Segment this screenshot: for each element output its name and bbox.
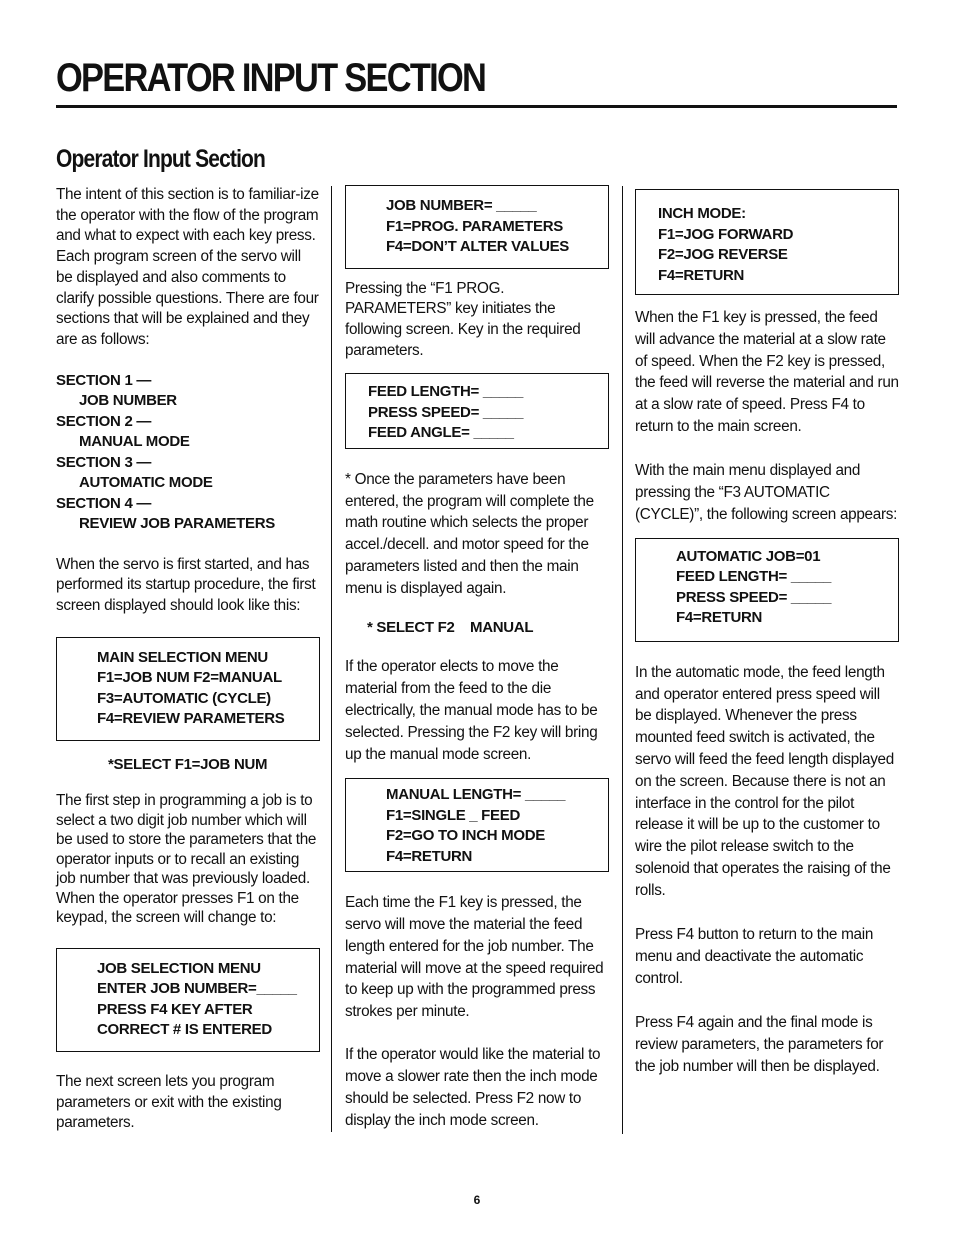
screen-line: INCH MODE: xyxy=(658,205,746,222)
section-3-name: AUTOMATIC MODE xyxy=(79,474,213,492)
screen-line: F4=RETURN xyxy=(658,266,745,284)
screen-line: FEED ANGLE= _____ xyxy=(368,424,514,442)
screen-line: ENTER JOB NUMBER=_____ xyxy=(97,980,297,998)
title-rule xyxy=(56,105,897,108)
screen-line: F1=SINGLE _ FEED xyxy=(386,806,520,824)
params-screen-box xyxy=(345,373,609,449)
section-heading: Operator Input Section xyxy=(56,145,266,173)
startup-paragraph: When the servo is first started, and has performed its startup procedure, the first screen displayed should look like this: xyxy=(56,555,316,615)
section-2-name: MANUAL MODE xyxy=(79,433,190,451)
intro-paragraph: The intent of this section is to familiar-ize the operator with the flow of the program and what to expect with each key press. Each program screen of the servo will be displayed and also comments to clarify possible questions. There are four sections that will be explained and they are as follows: xyxy=(56,186,319,348)
column-divider-1 xyxy=(331,186,332,1132)
page-title: OPERATOR INPUT SECTION xyxy=(56,56,486,100)
section-list xyxy=(56,371,320,535)
screen-line: PRESS SPEED= _____ xyxy=(676,588,832,606)
job-number-screen-box xyxy=(345,185,609,269)
screen-line: FEED LENGTH= _____ xyxy=(676,568,832,586)
inch-mode-screen-box xyxy=(635,189,899,295)
column-1 xyxy=(56,185,320,1154)
inch-mode-paragraph: If the operator would like the material to move a slower rate then the inch mode should be selected. Press F2 now to display the inch mode screen. xyxy=(345,1046,601,1130)
section-1-label: SECTION 1 — xyxy=(56,371,152,389)
screen-line: JOB SELECTION MENU xyxy=(97,959,261,977)
automatic-screen-box xyxy=(635,538,899,642)
screen-line: F3=AUTOMATIC (CYCLE) xyxy=(97,689,271,707)
screen-line: F4=RETURN xyxy=(676,609,763,627)
screen-line: F2=JOG REVERSE xyxy=(658,246,788,263)
column-3 xyxy=(635,185,899,1098)
screen-line: F1=JOG FORWARD xyxy=(658,225,794,243)
column-divider-2 xyxy=(622,186,623,1134)
screen-line: F1=PROG. PARAMETERS xyxy=(386,217,563,235)
screen-line: PRESS F4 KEY AFTER xyxy=(97,1000,253,1018)
auto-intro-paragraph: With the main menu displayed and pressing the “F3 AUTOMATIC (CYCLE)”, the following screen appears: xyxy=(635,461,898,523)
main-menu-screen-box xyxy=(56,637,320,741)
section-4-name: REVIEW JOB PARAMETERS xyxy=(79,515,275,533)
inch-description-paragraph: When the F1 key is pressed, the feed will advance the material at a slow rate of speed. When the F2 key is pressed, the feed will reverse the material and run at a slow rate of speed. Press F4 to return to the main screen. xyxy=(635,309,899,435)
screen-line: CORRECT # IS ENTERED xyxy=(97,1021,272,1039)
screen-line: AUTOMATIC JOB=01 xyxy=(676,547,821,565)
screen-line: F4=REVIEW PARAMETERS xyxy=(97,710,285,728)
next-screen-paragraph: The next screen lets you program parameters or exit with the existing parameters. xyxy=(56,1072,282,1132)
select-f2-note: * SELECT F2 MANUAL xyxy=(367,618,534,636)
section-3-label: SECTION 3 — xyxy=(56,453,152,471)
section-2-label: SECTION 2 — xyxy=(56,412,152,430)
screen-line: F2=GO TO INCH MODE xyxy=(386,827,545,845)
first-step-paragraph: The first step in programming a job is to select a two digit job number which will be used to store the parameters that the operator inputs or to recall an existing job number that was previously loaded. When the operator presses F1 on the keypad, the screen will change to: xyxy=(56,792,317,927)
manual-intro-paragraph: If the operator elects to move the material from the feed to the die electrically, the manual mode has to be selected. Pressing the F2 key will bring up the manual mode screen. xyxy=(345,658,598,764)
section-4-label: SECTION 4 — xyxy=(56,494,152,512)
screen-line: F4=RETURN xyxy=(386,847,473,865)
page-number: 6 xyxy=(473,1193,481,1207)
screen-line: F1=JOB NUM F2=MANUAL xyxy=(97,669,282,687)
screen-line: JOB NUMBER= _____ xyxy=(386,197,537,214)
job-selection-screen-box xyxy=(56,948,320,1052)
screen-line: MANUAL LENGTH= _____ xyxy=(386,786,566,804)
manual-mode-screen-box xyxy=(345,778,609,872)
f4-again-paragraph: Press F4 again and the final mode is review parameters, the parameters for the job number will then be displayed. xyxy=(635,1013,884,1075)
f4-return-paragraph: Press F4 button to return to the main menu and deactivate the automatic control. xyxy=(635,925,874,987)
select-f1-note: *SELECT F1=JOB NUM xyxy=(108,755,268,773)
params-entered-paragraph: * Once the parameters have been entered, the program will complete the math routine which selects the proper accel./decell. and motor speed for the parameters listed and then the main menu is displayed again. xyxy=(345,470,594,597)
section-1-name: JOB NUMBER xyxy=(79,392,177,410)
screen-line: PRESS SPEED= _____ xyxy=(368,403,524,421)
screen-line: F4=DON’T ALTER VALUES xyxy=(386,238,570,255)
column-2 xyxy=(345,185,609,1152)
screen-line: MAIN SELECTION MENU xyxy=(97,648,268,666)
f1-prog-paragraph: Pressing the “F1 PROG. PARAMETERS” key initiates the following screen. Key in the required parameters. xyxy=(345,279,581,359)
screen-line: FEED LENGTH= _____ xyxy=(368,383,524,401)
f1-each-paragraph: Each time the F1 key is pressed, the servo will move the material the feed length entered for the job number. The material will move at the speed required to keep up with the programmed press strokes per minute. xyxy=(345,894,604,1021)
auto-description-paragraph: In the automatic mode, the feed length and operator entered press speed will be displayed. Whenever the press mounted feed switch is activated, the servo will feed the feed length displayed on the screen. Because there is not an interface in the control for the pilot release it will be up to the customer to wire the pilot release switch to the solenoid that operates the raising of the rolls. xyxy=(635,663,894,899)
